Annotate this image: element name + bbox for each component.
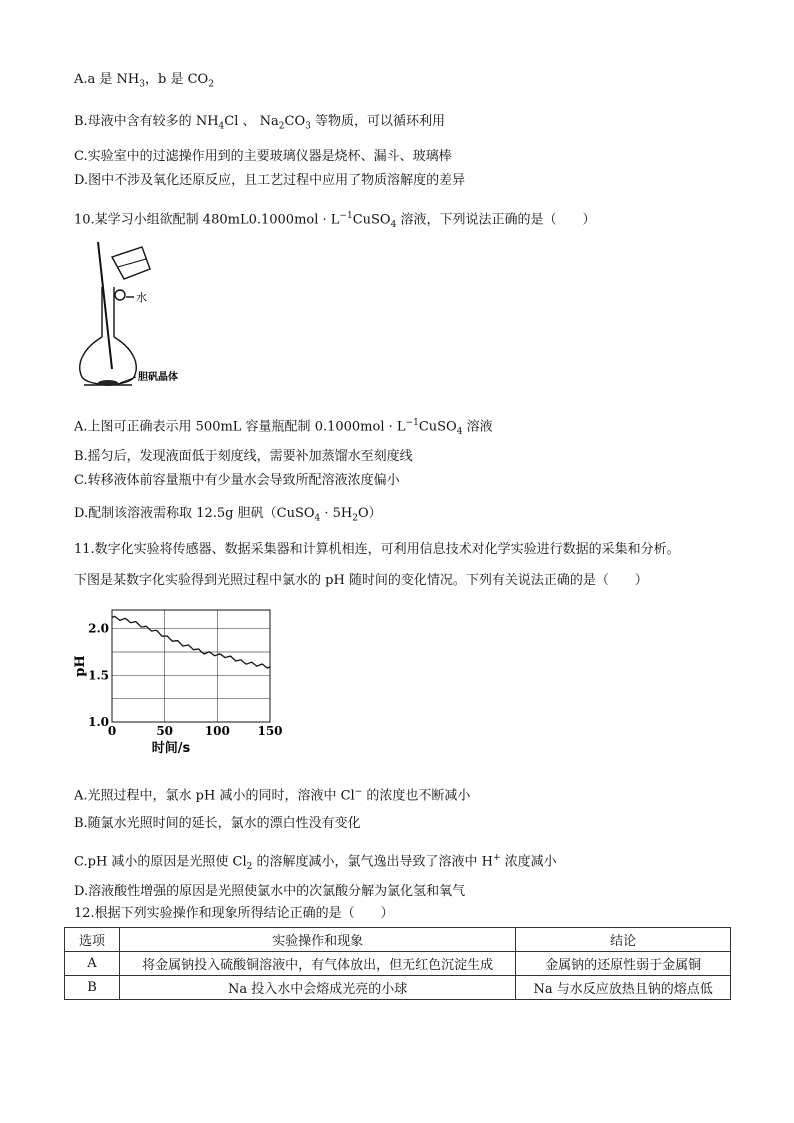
header-operation: 实验操作和现象 — [119, 928, 515, 952]
q9-option-a: A.a 是 $NH_3$，b 是 $CO_2$ — [74, 72, 214, 90]
table-cell: B — [65, 976, 120, 1000]
beaker-water — [118, 259, 146, 267]
q11-stem-line1: 11.数字化实验将传感器、数据采集器和计算机相连，可利用信息技术对化学实验进行数据的采集和分析。 — [74, 542, 680, 557]
x-tick-label: 50 — [156, 724, 174, 738]
x-axis-label: 时间/s — [151, 741, 191, 756]
q10-stem: 10.某学习小组欲配制 $480mL0.1000mol \cdot L^{-1}CuSO_4$ 溶液，下列说法正确的是（ ） — [74, 211, 596, 230]
table-cell: Na 投入水中会熔成光亮的小球 — [119, 976, 515, 1000]
stopper — [115, 290, 125, 300]
x-tick-label: 100 — [204, 724, 230, 738]
flask-bulb — [80, 337, 136, 385]
y-axis-label: pH — [73, 655, 88, 677]
header-conclusion: 结论 — [516, 928, 731, 952]
x-tick-label: 0 — [107, 724, 117, 738]
q11-option-a: A.光照过程中，氯水 pH 减小的同时，溶液中 Cl− 的浓度也不断减小 — [74, 787, 471, 804]
q10-option-c: C.转移液体前容量瓶中有少量水会导致所配溶液浓度偏小 — [74, 473, 400, 488]
y-tick-label: 1.5 — [88, 668, 109, 683]
table-cell: Na 与水反应放热且钠的熔点低 — [516, 976, 731, 1000]
q10-option-a: A.上图可正确表示用 500mL 容量瓶配制 $0.1000mol \cdot L^{-1}CuSO_4$ 溶液 — [74, 418, 493, 437]
q10-option-b: B.摇匀后，发现液面低于刻度线，需要补加蒸馏水至刻度线 — [74, 449, 413, 464]
plot-frame — [112, 610, 270, 722]
q9-option-b: B.母液中含有较多的 $NH_4Cl$ 、 $Na_2CO_3$ 等物质，可以循环利用 — [74, 114, 445, 132]
table-cell: 金属钠的还原性弱于金属铜 — [516, 952, 731, 976]
q9-option-c: C.实验室中的过滤操作用到的主要玻璃仪器是烧杯、漏斗、玻璃棒 — [74, 149, 452, 164]
header-option: 选项 — [65, 928, 120, 952]
ph-series-line — [112, 616, 270, 668]
q12-table — [64, 927, 731, 1000]
crystal-deposit — [98, 380, 118, 386]
q11-option-c: C.pH 减小的原因是光照使 $Cl_2$ 的溶解度减小，氯气逸出导致了溶液中 H+ 浓度减小 — [74, 853, 557, 872]
q9-option-d: D.图中不涉及氧化还原反应，且工艺过程中应用了物质溶解度的差异 — [74, 173, 466, 188]
q12-stem: 12.根据下列实验操作和现象所得结论正确的是（ ） — [74, 906, 394, 921]
table-cell: 将金属钠投入硫酸铜溶液中，有气体放出，但无红色沉淀生成 — [119, 952, 515, 976]
water-label: 水 — [136, 291, 147, 304]
table-cell: A — [65, 952, 120, 976]
q11-stem-line2: 下图是某数字化实验得到光照过程中氯水的 pH 随时间的变化情况。下列有关说法正确的是（ ） — [74, 573, 648, 588]
ph-time-chart — [72, 600, 287, 765]
table-header-row — [65, 928, 731, 952]
y-tick-label: 2.0 — [88, 621, 109, 636]
volumetric-flask-figure — [72, 237, 192, 397]
x-tick-label: 150 — [257, 724, 283, 738]
glass-rod — [98, 242, 112, 369]
y-tick-label: 1.0 — [88, 715, 109, 729]
q10-option-d: D.配制该溶液需称取 12.5g 胆矾（CuSO$_4$ · $5H_2O$） — [74, 506, 382, 524]
q11-option-d: D.溶液酸性增强的原因是光照使氯水中的次氯酸分解为氯化氢和氧气 — [74, 884, 466, 899]
crystal-label: 胆矾晶体 — [138, 372, 178, 383]
table-row — [65, 976, 731, 1000]
table-row — [65, 952, 731, 976]
q11-option-b: B.随氯水光照时间的延长，氯水的漂白性没有变化 — [74, 816, 361, 831]
